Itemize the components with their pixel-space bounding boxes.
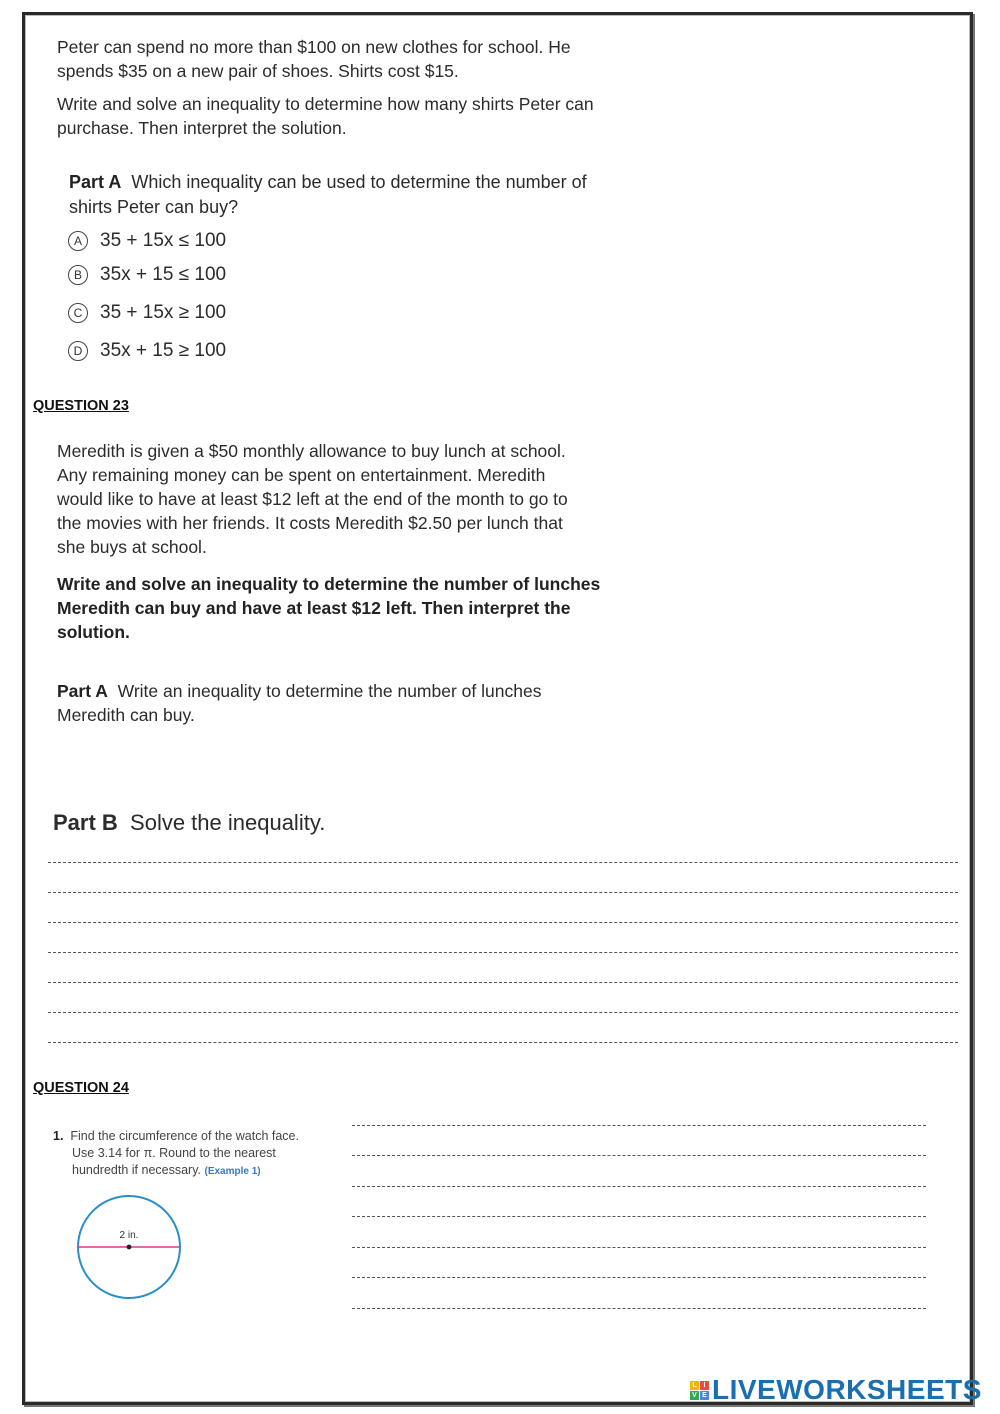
q23-part-a: Part A Write an inequality to determine the number of lunches Meredith can buy.: [57, 681, 542, 725]
answer-line[interactable]: [352, 1277, 926, 1278]
q22-paragraph-2: Write and solve an inequality to determine how many shirts Peter can purchase. Then interpret the solution.: [57, 94, 594, 138]
q22-option-b[interactable]: [68, 264, 226, 286]
answer-line[interactable]: [352, 1308, 926, 1309]
answer-line[interactable]: [48, 892, 958, 893]
q22-option-c[interactable]: [68, 302, 226, 324]
option-d-bubble[interactable]: D: [68, 341, 88, 361]
answer-line[interactable]: [48, 862, 958, 863]
option-c-bubble[interactable]: C: [68, 303, 88, 323]
option-c-expression: 35 + 15x ≥ 100: [100, 302, 227, 323]
diameter-label: 2 in.: [119, 1230, 139, 1241]
q23-problem-text: Meredith is given a $50 monthly allowance to buy lunch at school. Any remaining money can be spent on entertainment. Meredith would like to have at least $12 left at the end of the month to go to the movies with her friends. It costs Meredith $2.50 per lunch that she buys at school.: [57, 441, 568, 557]
q22-option-d[interactable]: [68, 340, 226, 362]
watch-face-diagram: [74, 1192, 186, 1304]
answer-line[interactable]: [48, 952, 958, 953]
question-23-heading: QUESTION 23: [33, 398, 129, 414]
answer-line[interactable]: [352, 1216, 926, 1217]
answer-line[interactable]: [352, 1186, 926, 1187]
answer-line[interactable]: [48, 1012, 958, 1013]
center-point: [127, 1245, 132, 1250]
question-24-heading: QUESTION 24: [33, 1080, 129, 1096]
q22-paragraph-1: Peter can spend no more than $100 on new clothes for school. He spends $35 on a new pair of shoes. Shirts cost $15.: [57, 37, 571, 81]
q23-instruction: Write and solve an inequality to determine the number of lunches Meredith can buy and have at least $12 left. Then interpret the solution.: [57, 574, 601, 642]
answer-line[interactable]: [352, 1155, 926, 1156]
liveworksheets-logo: [690, 1374, 982, 1406]
option-a-bubble[interactable]: A: [68, 231, 88, 251]
option-a-expression: 35 + 15x ≤ 100: [100, 230, 227, 251]
q24-problem-text: 1. Find the circumference of the watch face. Use 3.14 for π. Round to the nearest hundredth if necessary. (Example 1): [53, 1129, 299, 1177]
logo-text: LIVEWORKSHEETS: [712, 1374, 982, 1405]
answer-line[interactable]: [48, 922, 958, 923]
option-b-expression: 35x + 15 ≤ 100: [100, 264, 227, 285]
answer-line[interactable]: [48, 1042, 958, 1043]
answer-line[interactable]: [352, 1247, 926, 1248]
q22-option-a[interactable]: [68, 230, 226, 252]
q22-part-a: Part A Which inequality can be used to determine the number of shirts Peter can buy?: [69, 172, 587, 217]
q23-part-b: Part B Solve the inequality.: [53, 810, 326, 835]
answer-line[interactable]: [352, 1125, 926, 1126]
option-d-expression: 35x + 15 ≥ 100: [100, 340, 227, 361]
option-b-bubble[interactable]: B: [68, 265, 88, 285]
logo-grid-icon: L I V E: [690, 1381, 709, 1400]
answer-line[interactable]: [48, 982, 958, 983]
